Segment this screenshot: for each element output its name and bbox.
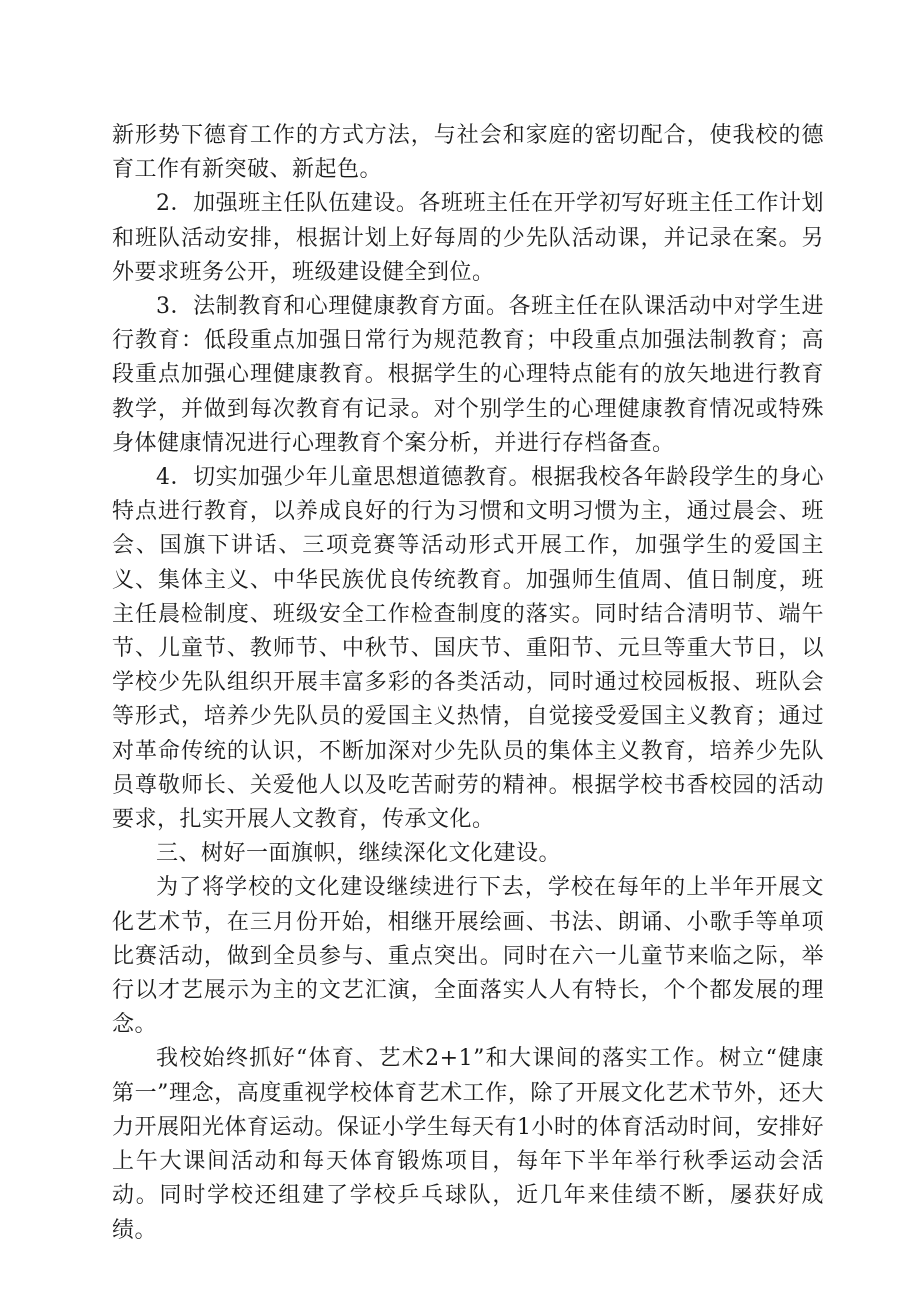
paragraph-3: 3．法制教育和心理健康教育方面。各班主任在队课活动中对学生进行教育：低段重点加强日常行为规范教育；中段重点加强法制教育；高段重点加强心理健康教育。根据学生的心理特点能有的放矢地进行教育教学，并做到每次教育有记录。对个别学生的心理健康教育情况或特殊身体健康情况进行心理教育个案分析，并进行存档备查。	[112, 294, 824, 456]
paragraph-4: 4．切实加强少年儿童思想道德教育。根据我校各年龄段学生的身心特点进行教育，以养成良好的行为习惯和文明习惯为主，通过晨会、班会、国旗下讲话、三项竞赛等活动形式开展工作，加强学生的爱国主义、集体主义、中华民族优良传统教育。加强师生值周、值日制度，班主任晨检制度、班级安全工作检查制度的落实。同时结合清明节、端午节、儿童节、教师节、中秋节、国庆节、重阳节、元旦等重大节日，以学校少先队组织开展丰富多彩的各类活动，同时通过校园板报、班队会等形式，培养少先队员的爱国主义热情，自觉接受爱国主义教育；通过对革命传统的认识，不断加深对少先队员的集体主义教育，培养少先队员尊敬师长、关爱他人以及吃苦耐劳的精神。根据学校书香校园的活动要求，扎实开展人文教育，传承文化。	[112, 465, 824, 833]
document-body	[112, 119, 824, 1248]
paragraph-2: 2．加强班主任队伍建设。各班班主任在开学初写好班主任工作计划和班队活动安排，根据计划上好每周的少先队活动课，并记录在案。另外要求班务公开，班级建设健全到位。	[112, 191, 824, 285]
paragraph-1: 新形势下德育工作的方式方法，与社会和家庭的密切配合，使我校的德育工作有新突破、新起色。	[112, 123, 824, 183]
section-heading: 三、树好一面旗帜，继续深化文化建设。	[156, 841, 562, 867]
paragraph-6: 为了将学校的文化建设继续进行下去，学校在每年的上半年开展文化艺术节，在三月份开始，相继开展绘画、书法、朗诵、小歌手等单项比赛活动，做到全员参与、重点突出。同时在六一儿童节来临之际，举行以才艺展示为主的文艺汇演，全面落实人人有特长，个个都发展的理念。	[112, 875, 824, 1038]
paragraph-7: 我校始终抓好“体育、艺术2+1”和大课间的落实工作。树立“健康第一”理念，高度重视学校体育艺术工作，除了开展文化艺术节外，还大力开展阳光体育运动。保证小学生每天有1小时的体育活动时间，安排好上午大课间活动和每天体育锻炼项目，每年下半年举行秋季运动会活动。同时学校还组建了学校乒乓球队，近几年来佳绩不断，屡获好成绩。	[112, 1046, 824, 1243]
